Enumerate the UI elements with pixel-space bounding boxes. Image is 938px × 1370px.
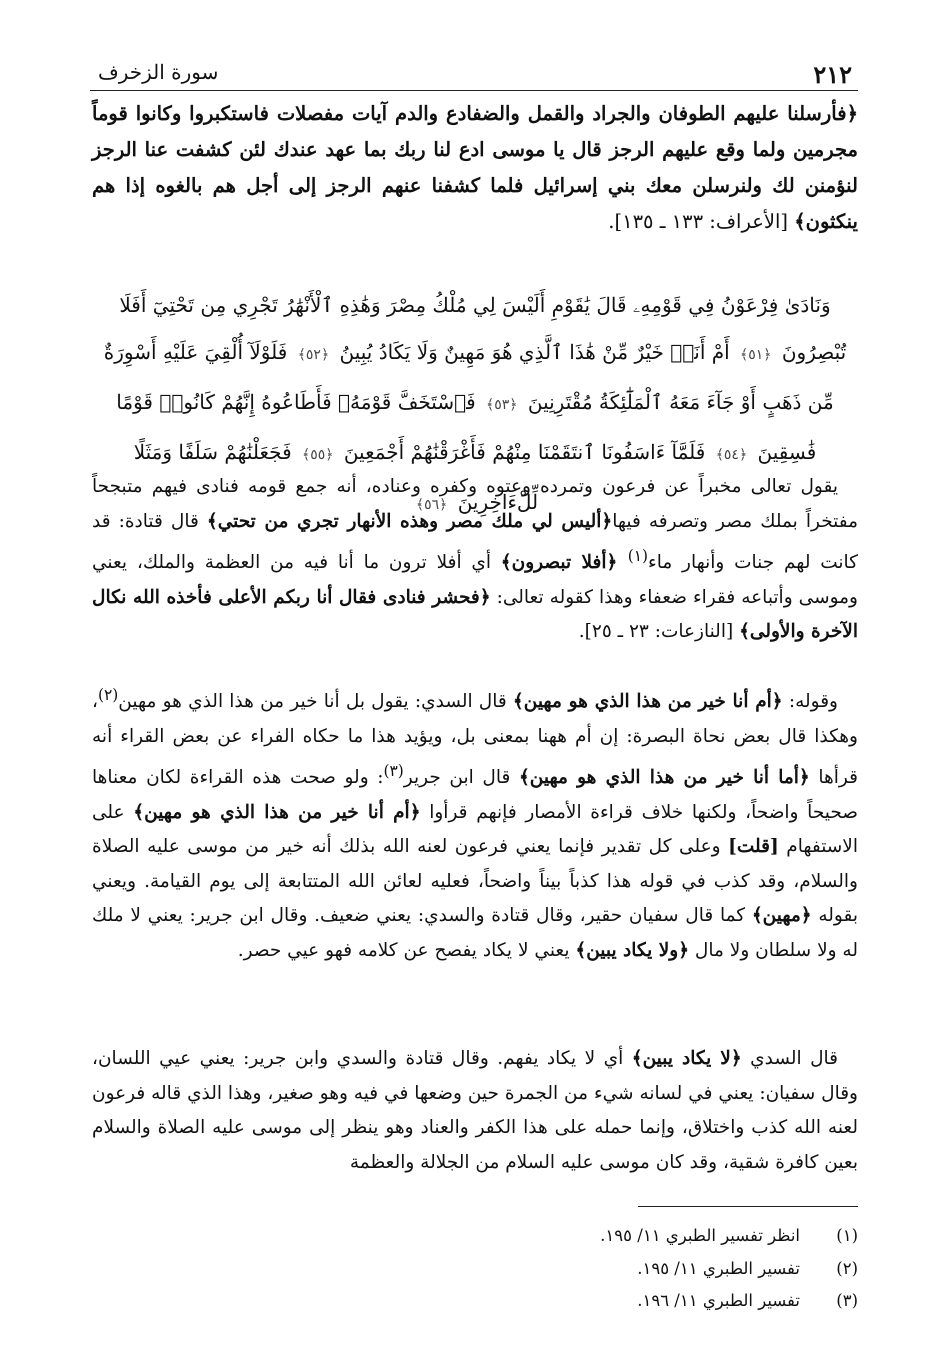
verse: فَٱسْتَخَفَّ قَوْمَهُۥ فَأَطَاعُوهُ إِنَّهُمْ كَانُوا۟ قَوْمًا فَٰسِقِينَ ﴿٥٤﴾ — [116, 390, 816, 464]
footnote-ref: (٣) — [383, 762, 404, 781]
quote: ﴿أما أنا خير من هذا الذي هو مهين﴾ — [518, 767, 810, 789]
verse: وَنَادَىٰ فِرْعَوْنُ فِي قَوْمِهِۦ قَالَ يَٰقَوْمِ أَلَيْسَ لِي مُلْكُ مِصْرَ وَهَٰذِهِ ٱلْأَنْهَٰرُ تَجْرِي مِن تَحْتِيٓ أَفَلَا تُبْصِرُونَ ﴿٥١﴾ — [119, 293, 846, 364]
intro-quote-ref: [الأعراف: ١٣٣ ـ ١٣٥]. — [608, 210, 795, 233]
verse-number: ﴿٥٢﴾ — [297, 347, 330, 363]
verse: فَجَعَلْنَٰهُمْ سَلَفًا وَمَثَلًا لِّلْءَاخِرِينَ ﴿٥٦﴾ — [134, 440, 538, 514]
quote: ﴿أم أنا خير من هذا الذي هو مهين﴾ — [133, 801, 421, 823]
surah-title: سورة الزخرف — [98, 60, 219, 84]
footnotes — [92, 1220, 858, 1318]
footnote: (١)انظر تفسير الطبري ١١/ ١٩٥. — [600, 1226, 858, 1245]
verse: فَلَوْلَآ أُلْقِيَ عَلَيْهِ أَسْوِرَةٌ مِّن ذَهَبٍ أَوْ جَآءَ مَعَهُ ٱلْمَلَٰٓئِكَةُ مُقْتَرِنِينَ ﴿٥٣﴾ — [104, 340, 834, 414]
quote: ﴿لا يكاد يبين﴾ — [631, 1048, 742, 1069]
paragraph-2: وقوله: ﴿أم أنا خير من هذا الذي هو مهين﴾ قال السدي: يقول بل أنا خير من هذا الذي هو مهين$^{(٢)}$، وهكذا قال بعض نحاة البصرة: إن أم ههنا بمعنى بل، ويؤيد هذا ما حكاه الفراء عن بعض القراء أنه قرأها ﴿أما أنا خير من هذا الذي هو مهين﴾ قال ابن جرير$^{(٣)}$: ولو صحت هذه القراءة لكان معناها صحيحاً واضحاً، ولكنها خلاف قراءة الأمصار فإنهم قرأوا ﴿أم أنا خير من هذا الذي هو مهين﴾ على الاستفهام [قلت] وعلى كل تقدير فإنما يعني فرعون لعنه الله بذلك أنه خير من موسى عليه الصلاة والسلام، وقد كذب في قوله هذا كذباً بيناً واضحاً، فعليه لعائن الله المتتابعة إلى يوم القيامة. ويعني بقوله ﴿مهين﴾ كما قال سفيان حقير، وقال قتادة والسدي: يعني ضعيف. وقال ابن جرير: يعني لا ملك له ولا سلطان ولا مال ﴿ولا يكاد يبين﴾ يعني لا يكاد يفصح عن كلامه فهو عيي حصر. — [92, 686, 858, 961]
quote: ﴿أم أنا خير من هذا الذي هو مهين﴾ — [512, 691, 783, 713]
quote: ﴿مهين﴾ — [751, 905, 812, 927]
page-number: ٢١٢ — [813, 60, 852, 89]
footnote: (٢)تفسير الطبري ١١/ ١٩٥. — [637, 1258, 858, 1278]
verse: أَمْ أَنَا۠ خَيْرٌ مِّنْ هَٰذَا ٱلَّذِي هُوَ مَهِينٌ وَلَا يَكَادُ يُبِينُ ﴿٥٢﴾ — [294, 340, 730, 364]
verse-number: ﴿٥٤﴾ — [715, 447, 748, 463]
footnote-ref: (١) — [627, 547, 648, 565]
editor-note: [قلت] — [728, 836, 779, 858]
intro-quote-text: ﴿فأرسلنا عليهم الطوفان والجراد والقمل والضفادع والدم آيات مفصلات فاستكبروا وكانوا قوماً مجرمين ولما وقع عليهم الرجز قال يا موسى ادع لنا ربك بما عهد عندك لئن كشفت عنا الرجز لنؤمنن لك ولنرسلن معك بني إسرائيل فلما كشفنا عنهم الرجز إلى أجل هم بالغوه إذا هم ينكثون﴾ — [92, 102, 858, 233]
verse-number: ﴿٥٦﴾ — [415, 497, 448, 513]
intro-quote — [92, 96, 858, 240]
quote: ﴿أليس لي ملك مصر وهذه الأنهار تجري من تحتي﴾ — [206, 510, 613, 532]
paragraph-1: يقول تعالى مخبراً عن فرعون وتمرده وعتوه وكفره وعناده، أنه جمع قومه فنادى فيهم متبجحاً مفتخراً بملك مصر وتصرفه فيها﴿أليس لي ملك مصر وهذه الأنهار تجري من تحتي﴾ قال قتادة: قد كانت لهم جنات وأنهار ماء$^{(١)}$ ﴿أفلا تبصرون﴾ أي أفلا ترون ما أنا فيه من العظمة والملك، يعني وموسى وأتباعه فقراء ضعفاء وهذا كقوله تعالى: ﴿فحشر فنادى فقال أنا ربكم الأعلى فأخذه الله نكال الآخرة والأولى﴾ [النازعات: ٢٣ ـ ٢٥]. — [92, 476, 858, 643]
verse-number: ﴿٥٥﴾ — [302, 447, 334, 463]
verse: فَلَمَّآ ءَاسَفُونَا ٱنتَقَمْنَا مِنْهُمْ فَأَغْرَقْنَٰهُمْ أَجْمَعِينَ ﴿٥٥﴾ — [298, 440, 705, 464]
quote: ﴿فحشر فنادى فقال أنا ربكم الأعلى فأخذه الله نكال الآخرة والأولى﴾ — [92, 586, 858, 643]
quote: ﴿ولا يكاد يبين﴾ — [575, 939, 690, 961]
quote: ﴿أفلا تبصرون﴾ — [500, 552, 628, 574]
footnote-divider — [638, 1206, 858, 1207]
page-header — [90, 60, 858, 91]
footnote: (٣)تفسير الطبري ١١/ ١٩٦. — [637, 1291, 858, 1310]
verse-number: ﴿٥١﴾ — [740, 347, 772, 363]
footnote-ref: (٢) — [97, 686, 119, 704]
verse-number: ﴿٥٣﴾ — [486, 397, 518, 413]
paragraph-3: قال السدي ﴿لا يكاد يبين﴾ أي لا يكاد يفهم. وقال قتادة والسدي وابن جرير: يعني عيي اللسان، وقال سفيان: يعني في لسانه شيء من الجمرة حين وضعها في فيه وهو صغير، وهذا الذي قاله فرعون لعنه الله كذب واختلاق، وإنما حمله على هذا الكفر والعناد وهو ينظر إلى موسى عليه الصلاة والسلام بعين كافرة شقية، وقد كان موسى عليه السلام من الجلالة والعظمة — [92, 1048, 858, 1173]
